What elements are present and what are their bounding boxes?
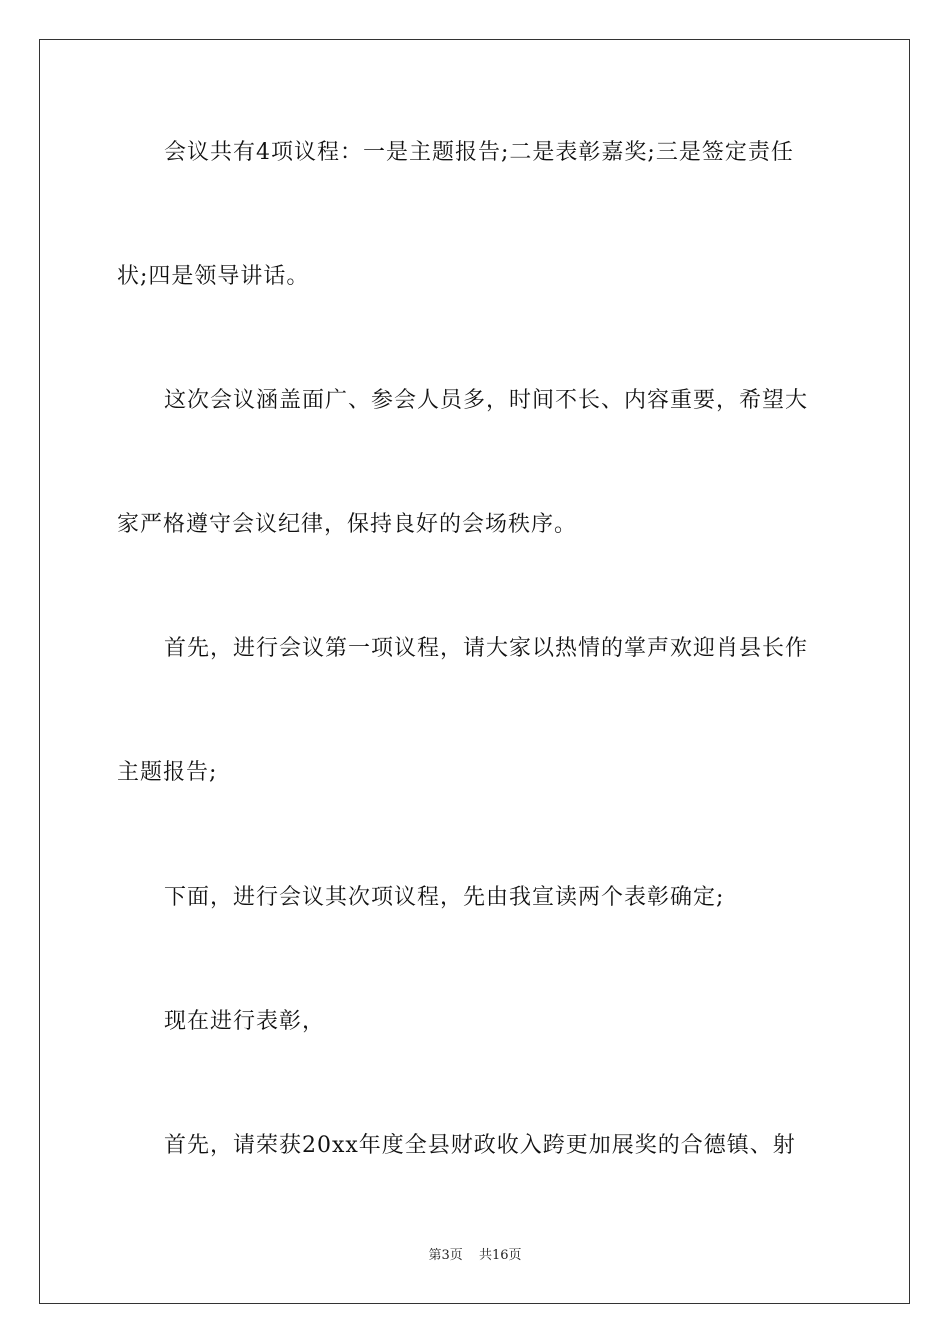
page-border xyxy=(39,39,910,1304)
paragraph-line: 首先，进行会议第一项议程，请大家以热情的掌声欢迎肖县长作 xyxy=(164,636,809,661)
paragraph-line: 现在进行表彰， xyxy=(164,1009,326,1034)
page-total: 共16页 xyxy=(478,1248,522,1263)
page-footer xyxy=(0,1247,950,1265)
paragraph-line: 会议共有4项议程：一是主题报告;二是表彰嘉奖;三是签定责任 xyxy=(164,140,794,165)
paragraph-line: 这次会议涵盖面广、参会人员多，时间不长、内容重要，希望大 xyxy=(164,388,809,413)
paragraph-line: 下面，进行会议其次项议程，先由我宣读两个表彰确定; xyxy=(164,885,725,910)
paragraph-line: 首先，请荣获20xx年度全县财政收入跨更加展奖的合德镇、射 xyxy=(164,1133,796,1158)
paragraph-line: 状;四是领导讲话。 xyxy=(117,264,310,289)
paragraph-line: 家严格遵守会议纪律，保持良好的会场秩序。 xyxy=(117,512,578,537)
page-number: 第3页 xyxy=(428,1248,463,1263)
paragraph-line: 主题报告; xyxy=(117,760,218,785)
